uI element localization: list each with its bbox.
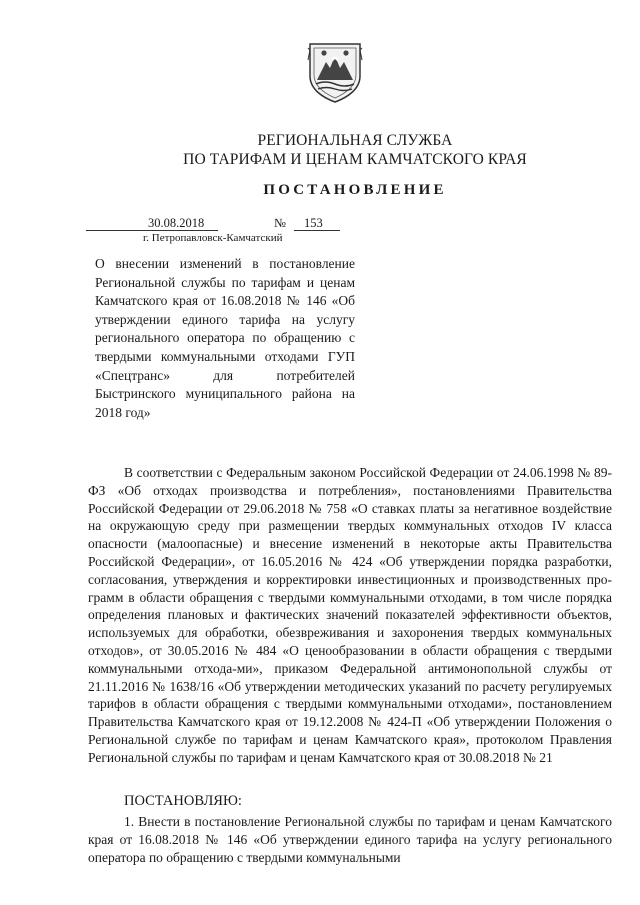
kamchatka-coat-of-arms-icon: [306, 40, 364, 104]
number-sign: №: [274, 216, 286, 230]
preamble-paragraph: В соответствии с Федеральным законом Российской Федерации от 24.06.1998 № 89-ФЗ «Об отходах производства и потребления», постановлениями Правительства Российской Федерации от 29.06.2018 № 758 «О ставках платы за негативное воздействие на окружающую среду при размещении твердых коммунальных отходов IV класса опасности (малоопасные) и внесение изменений в некоторые акты Правительства Российской Федерации», от 16.05.2016 № 424 «Об утверждении порядка разработки, согласования, утверждения и корректировки инвестиционных и производственных про-грамм в области обращения с твердыми коммунальными отходами, в том числе порядка определения плановых и фактических значений показателей эффективности объектов, используемых для обработки, обезвреживания и захоронения твердых коммунальных отходов», от 30.05.2016 № 484 «О ценообразовании в области обращения с твердыми коммунальными отхода-ми», приказом Федеральной антимонопольной службы от 21.11.2016 № 1638/16 «Об утверждении методических указаний по расчету регулируемых тарифов в области обращения с твердыми коммунальными отходами», постановлением Правительства Камчатского края от 19.12.2008 № 424-П «Об утверждении Положения о Региональной службе по тарифам и ценам Камчатского края», протоколом Правления Региональной службы по тарифам и ценам Камчатского края от 30.08.2018 № 21: [88, 465, 612, 765]
document-city: г. Петропавловск-Камчатский: [143, 232, 283, 244]
document-subject: О внесении изменений в постановление Региональной службы по тарифам и ценам Камчатского края от 16.08.2018 № 146 «Об утверждении единого тарифа на услугу регионального оператора по обращению с твердыми коммунальными отходами ГУП «Спецтранс» для потребителей Быстринского муниципального района на 2018 год»: [95, 256, 355, 420]
document-date: 30.08.2018: [148, 216, 205, 230]
organization-name-line1: РЕГИОНАЛЬНАЯ СЛУЖБА: [257, 132, 453, 149]
point-1-paragraph: 1. Внести в постановление Региональной службы по тарифам и ценам Камчатского края от 16.08.2018 № 146 «Об утверждении единого тарифа на услугу регионального оператора по обращению с твердыми коммунальными: [88, 814, 612, 865]
organization-name-line2: ПО ТАРИФАМ И ЦЕНАМ КАМЧАТСКОГО КРАЯ: [183, 151, 527, 168]
document-number: 153: [304, 216, 323, 230]
document-type-title: ПОСТАНОВЛЕНИЕ: [263, 182, 447, 198]
decree-word: ПОСТАНОВЛЯЮ:: [124, 793, 242, 809]
